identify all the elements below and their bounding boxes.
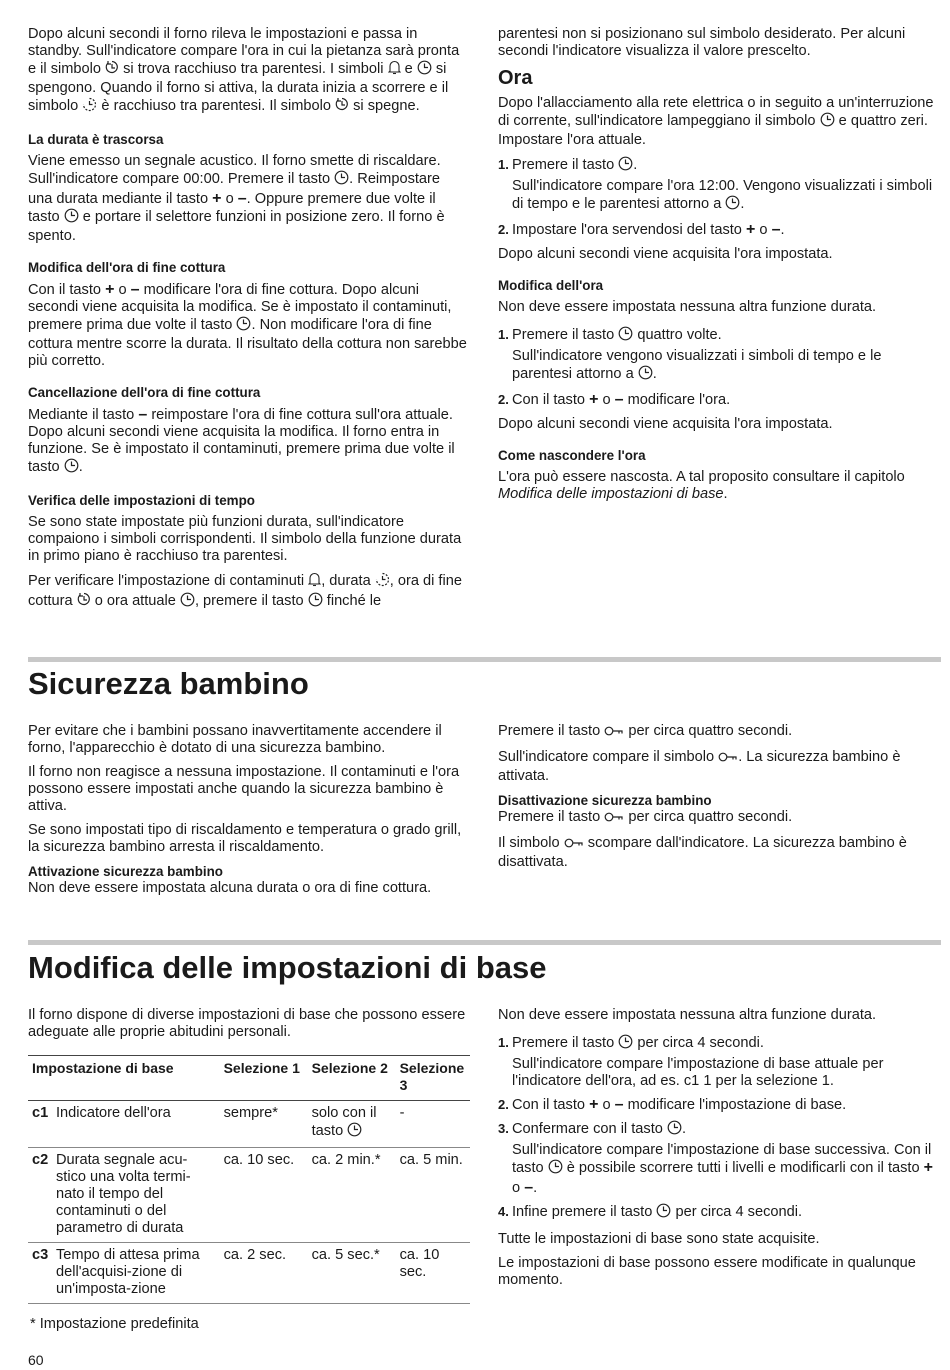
minus-icon: – <box>138 406 148 423</box>
duration-icon <box>82 97 97 117</box>
sicurezza-p4: Non deve essere impostata alcuna durata o ora di fine cottura. <box>28 880 432 896</box>
plus-icon: + <box>589 1096 599 1113</box>
base-settings-table <box>28 1055 470 1304</box>
selection-2: solo con il tasto <box>308 1101 396 1148</box>
plus-icon: + <box>589 391 599 408</box>
clock-icon <box>180 592 195 612</box>
plus-icon: + <box>923 1159 933 1176</box>
section-title-sicurezza: Sicurezza bambino <box>28 666 309 701</box>
heading-durata-trascorsa: La durata è trascorsa <box>28 132 164 147</box>
clock-icon <box>656 1203 671 1223</box>
minus-icon: – <box>524 1179 534 1196</box>
section-divider <box>28 657 941 662</box>
clock-icon <box>236 316 251 336</box>
sicurezza-r-p3: Premere il tasto per circa quattro secondi. <box>498 809 938 828</box>
minus-icon: – <box>237 190 247 207</box>
clock-icon <box>417 60 432 80</box>
clock-icon <box>820 112 835 132</box>
section-title-base: Modifica delle impostazioni di base <box>28 950 547 985</box>
modifica-ora-paragraph: Non deve essere impostata nessuna altra funzione durata. <box>498 299 877 315</box>
verifica-paragraph: Se sono state impostate più funzioni durata, sull'indicatore compaiono i simboli corrispondenti. Il simbolo della funzione durata in primo piano è racchiuso tra parentesi. <box>28 514 462 564</box>
base-step-3: 3. Confermare con il tasto . Sull'indicatore compare l'impostazione di base successiva. Con il tasto è possibile scorrere tutti i livelli e modificarli con il tasto + o –. <box>498 1121 933 1196</box>
clock-icon <box>618 1034 633 1054</box>
durata-paragraph: Viene emesso un segnale acustico. Il forno smette di riscaldare. Sull'indicatore compare 00:00. Premere il tasto . Reimpostare una durata mediante il tasto + o –. Oppure premere due volte il tasto e portare il selettore funzioni in posizione zero. Il forno è spento. <box>28 153 445 244</box>
base-r-p5: Tutte le impostazioni di base sono state acquisite. <box>498 1231 820 1247</box>
setting-name: Indicatore dell'ora <box>52 1101 220 1148</box>
ora-step-2: 2. Impostare l'ora servendosi del tasto + o –. <box>498 221 785 238</box>
key-icon <box>564 837 584 854</box>
sicurezza-p3: Se sono impostati tipo di riscaldamento e temperatura o grado grill, la sicurezza bambino arresta il riscaldamento. <box>28 822 462 855</box>
column-header: Selezione 3 <box>396 1056 470 1101</box>
heading-modifica-ora: Modifica dell'ora <box>498 278 604 293</box>
plus-icon: + <box>212 190 222 207</box>
heading-modifica-fine-cottura: Modifica dell'ora di fine cottura <box>28 260 226 275</box>
base-r-p0: Non deve essere impostata nessuna altra funzione durata. <box>498 1007 877 1023</box>
plus-icon: + <box>105 281 115 298</box>
minus-icon: – <box>614 391 624 408</box>
ora-acquired: Dopo alcuni secondi viene acquisita l'ora impostata. <box>498 246 833 262</box>
heading-nascondere-ora: Come nascondere l'ora <box>498 448 646 463</box>
column-header: Impostazione di base <box>28 1056 220 1101</box>
table-row <box>28 1101 470 1148</box>
base-left-column <box>28 1007 473 1304</box>
heading-disattivazione: Disattivazione sicurezza bambino <box>498 793 712 808</box>
base-step-2: 2. Con il tasto + o – modificare l'impostazione di base. <box>498 1096 847 1113</box>
modora-step-1: 1. Premere il tasto quattro volte. Sull'indicatore vengono visualizzati i simboli di tempo e le parentesi attorno a . <box>498 326 938 387</box>
selection-3: ca. 5 min. <box>396 1148 470 1243</box>
continuation-paragraph: parentesi non si posizionano sul simbolo desiderato. Per alcuni secondi l'indicatore visualizza il valore prescelto. <box>498 26 906 59</box>
bell-icon <box>388 60 401 80</box>
plus-icon: + <box>745 221 756 238</box>
selection-2: ca. 2 min.* <box>308 1148 396 1243</box>
setting-name: Durata segnale acu-stico una volta termi-nato il tempo del contaminuti o del parametro di durata <box>52 1148 220 1243</box>
base-r-p6: Le impostazioni di base possono essere modificate in qualunque momento. <box>498 1255 916 1288</box>
clock-icon <box>725 195 740 215</box>
clock-icon <box>334 170 349 190</box>
sicurezza-left-column <box>28 723 468 904</box>
base-step-1: 1. Premere il tasto per circa 4 secondi. Sull'indicatore compare l'impostazione di base attuale per l'indicatore dell'ora, ad es. c1 1 per la selezione 1. <box>498 1035 884 1089</box>
selection-2: ca. 5 sec.* <box>308 1243 396 1304</box>
sicurezza-p1: Per evitare che i bambini possano inavvertitamente accendere il forno, l'apparecchio è dotato di una sicurezza bambino. <box>28 723 442 756</box>
clock-icon <box>548 1159 563 1179</box>
minus-icon: – <box>130 281 140 298</box>
cancellazione-paragraph: Mediante il tasto – reimpostare l'ora di fine cottura sull'ora attuale. Dopo alcuni secondi viene acquisita la modifica. Il forno entra in funzione. Se è impostato il contaminuti, premere prima due volte il tasto . <box>28 406 468 478</box>
selection-1: ca. 10 sec. <box>220 1148 308 1243</box>
base-right-column <box>498 1007 938 1296</box>
sicurezza-r-p2: Sull'indicatore compare il simbolo . La sicurezza bambino è attivata. <box>498 749 901 784</box>
modora-step-2: 2. Con il tasto + o – modificare l'ora. <box>498 391 731 408</box>
heading-attivazione: Attivazione sicurezza bambino <box>28 864 223 879</box>
clock-icon <box>64 458 79 478</box>
chapter-reference-link[interactable]: Modifica delle impostazioni di base <box>498 486 724 502</box>
page-number: 60 <box>28 1352 44 1368</box>
selection-1: ca. 2 sec. <box>220 1243 308 1304</box>
clock-icon <box>618 326 633 346</box>
selection-3: - <box>396 1101 470 1148</box>
base-step-4: 4. Infine premere il tasto per circa 4 secondi. <box>498 1203 938 1225</box>
heading-ora: Ora <box>498 67 533 89</box>
minus-icon: – <box>614 1096 624 1113</box>
setting-name: Tempo di attesa prima dell'acquisi-zione di un'imposta-zione <box>52 1243 220 1304</box>
nascondere-paragraph: L'ora può essere nascosta. A tal proposito consultare il capitolo Modifica delle impostazioni di base. <box>498 469 905 502</box>
table-row <box>28 1148 470 1243</box>
clock-icon <box>618 156 633 176</box>
clock-icon <box>667 1120 682 1140</box>
sicurezza-r-p4: Il simbolo scompare dall'indicatore. La sicurezza bambino è disattivata. <box>498 835 907 870</box>
table-footnote: * Impostazione predefinita <box>30 1316 199 1332</box>
ora-paragraph: Dopo l'allacciamento alla rete elettrica o in seguito a un'interruzione di corrente, sull'indicatore lampeggiano il simbolo e quattro zeri. Impostare l'ora attuale. <box>498 95 934 148</box>
end-time-icon <box>335 97 349 117</box>
top-right-column <box>498 26 938 510</box>
ora-step-1: 1. Premere il tasto . Sull'indicatore compare l'ora 12:00. Vengono visualizzati i simboli di tempo e le parentesi attorno a . <box>498 156 938 217</box>
clock-icon <box>347 1122 362 1142</box>
bell-icon <box>308 572 321 592</box>
modifica-paragraph: Con il tasto + o – modificare l'ora di fine cottura. Dopo alcuni secondi viene acquisita la modifica. Se è impostato il contaminuti, premere prima due volte il tasto . Non modificare l'ora di fine cottura mentre scorre la durata. Il risultato della cottura non sarebbe più corretto. <box>28 281 467 369</box>
clock-icon <box>308 592 323 612</box>
sicurezza-right-column <box>498 723 938 878</box>
verifica-paragraph-2: Per verificare l'impostazione di contaminuti , durata , ora di fine cottura o ora attuale , premere il tasto finché le <box>28 572 468 612</box>
heading-verifica: Verifica delle impostazioni di tempo <box>28 493 255 508</box>
duration-icon <box>375 572 390 592</box>
table-row <box>28 1243 470 1304</box>
key-icon <box>604 811 624 828</box>
end-time-icon <box>105 60 119 80</box>
setting-code: c3 <box>28 1243 52 1304</box>
top-left-column <box>28 26 468 619</box>
setting-code: c1 <box>28 1101 52 1148</box>
end-time-icon <box>77 592 91 612</box>
minus-icon: – <box>771 221 781 238</box>
selection-3: ca. 10 sec. <box>396 1243 470 1304</box>
table-header-row <box>28 1056 470 1101</box>
base-intro: Il forno dispone di diverse impostazioni di base che possono essere adeguate alle proprie abitudini personali. <box>28 1007 466 1040</box>
sicurezza-r-p1: Premere il tasto per circa quattro secondi. <box>498 723 938 742</box>
clock-icon <box>638 365 653 385</box>
key-icon <box>604 725 624 742</box>
heading-cancellazione: Cancellazione dell'ora di fine cottura <box>28 385 261 400</box>
column-header: Selezione 1 <box>220 1056 308 1101</box>
selection-1: sempre* <box>220 1101 308 1148</box>
section-divider <box>28 940 941 945</box>
modora-acquired: Dopo alcuni secondi viene acquisita l'ora impostata. <box>498 416 833 432</box>
standby-paragraph: Dopo alcuni secondi il forno rileva le impostazioni e passa in standby. Sull'indicatore compare l'ora in cui la pietanza sarà pronta e il simbolo si trova racchiuso tra parentesi. I simboli e si spengono. Quando il forno si attiva, la durata inizia a scorrere e il simbolo è racchiuso tra parentesi. Il simbolo si spegne. <box>28 26 468 117</box>
column-header: Selezione 2 <box>308 1056 396 1101</box>
clock-icon <box>64 208 79 228</box>
setting-code: c2 <box>28 1148 52 1243</box>
key-icon <box>718 751 738 768</box>
sicurezza-p2: Il forno non reagisce a nessuna impostazione. Il contaminuti e l'ora possono essere impostati anche quando la sicurezza bambino è attiva. <box>28 764 460 814</box>
